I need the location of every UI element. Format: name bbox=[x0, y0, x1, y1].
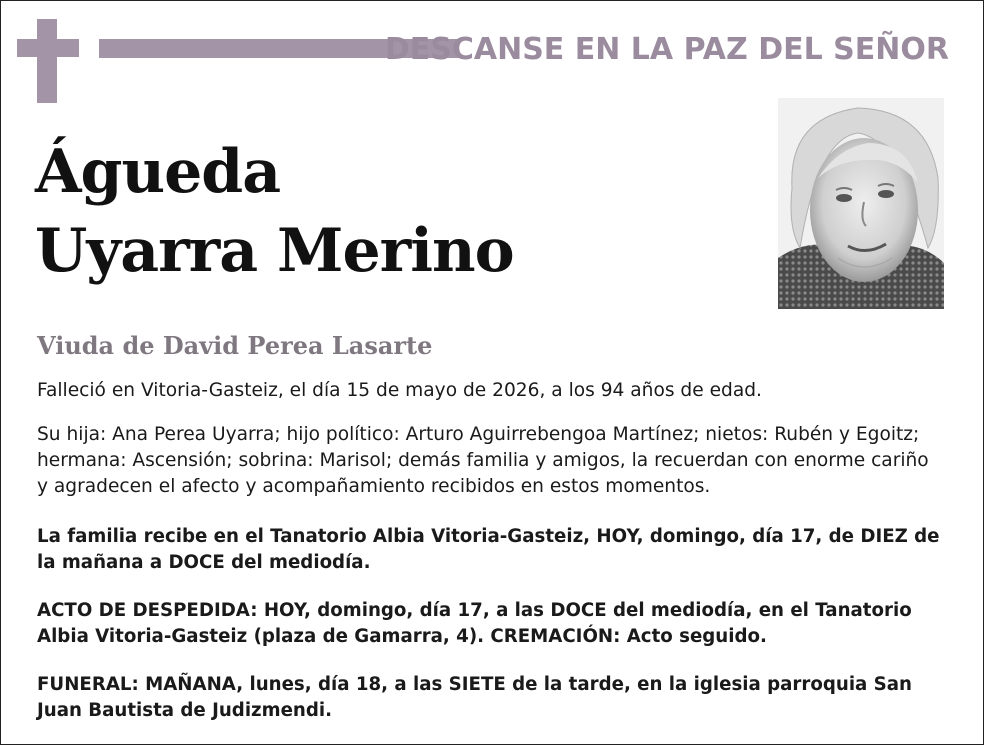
deceased-subtitle: Viuda de David Perea Lasarte bbox=[37, 331, 433, 360]
deceased-first-name: Águeda bbox=[35, 137, 281, 207]
funeral-paragraph: FUNERAL: MAÑANA, lunes, día 18, a las SIETE de la tarde, en la iglesia parroquia San Juan Bautista de Judizmendi. bbox=[37, 674, 912, 721]
deceased-surnames: Uyarra Merino bbox=[35, 216, 514, 286]
cross-icon bbox=[37, 19, 57, 103]
portrait-photo bbox=[778, 98, 944, 309]
cross-icon-bar bbox=[17, 39, 79, 57]
farewell-paragraph: ACTO DE DESPEDIDA: HOY, domingo, día 17, a las DOCE del mediodía, en el Tanatorio Albia Vitoria-Gasteiz (plaza de Gamarra, 4). CREMACIÓN: Acto seguido. bbox=[37, 600, 912, 647]
portrait-image bbox=[778, 98, 944, 309]
header-title: DESCANSE EN LA PAZ DEL SEÑOR bbox=[384, 32, 949, 67]
family-paragraph: Su hija: Ana Perea Uyarra; hijo político: Arturo Aguirrebengoa Martínez; nietos: Rubén y Egoitz; hermana: Ascensión; sobrina: Marisol; demás familia y amigos, la recuerdan con enorme cariño y agradecen el afecto y acompañamiento recibidos en estos momentos. bbox=[37, 424, 929, 497]
reception-paragraph: La familia recibe en el Tanatorio Albia Vitoria-Gasteiz, HOY, domingo, día 17, de DIEZ de la mañana a DOCE del mediodía. bbox=[37, 526, 940, 573]
deceased-name bbox=[35, 133, 514, 291]
death-paragraph: Falleció en Vitoria-Gasteiz, el día 15 de mayo de 2026, a los 94 años de edad. bbox=[37, 380, 762, 401]
